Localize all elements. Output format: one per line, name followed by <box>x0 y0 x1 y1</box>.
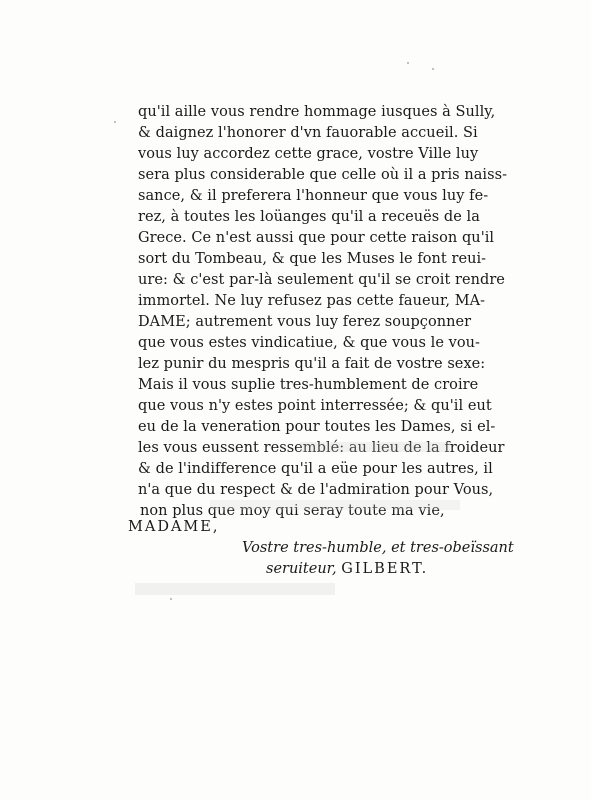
text-line: rez, à toutes les loüanges qu'il a receuës de la <box>138 209 480 225</box>
text-line: n'a que du respect & de l'admiration pour Vous, <box>138 482 494 498</box>
text-line: sera plus considerable que celle où il a pris naiss- <box>138 167 508 183</box>
text-line: non plus que moy qui seray toute ma vie, <box>140 503 445 519</box>
show-through-smudge <box>300 442 450 452</box>
text-line: qu'il aille vous rendre hommage iusques à Sully, <box>138 104 496 120</box>
text-line: vous luy accordez cette grace, vostre Ville luy <box>138 146 479 162</box>
show-through-smudge <box>210 500 460 510</box>
ink-speck <box>170 598 172 600</box>
text-line: que vous estes vindicatiue, & que vous le vou- <box>138 335 480 351</box>
salutation: MADAME, <box>128 519 220 535</box>
text-line: sort du Tombeau, & que les Muses le font reui- <box>138 251 487 267</box>
text-line: DAME; autrement vous luy ferez soupçonner <box>138 314 472 330</box>
text-line: & de l'indifference qu'il a eüe pour les autres, il <box>138 461 493 477</box>
text-line: sance, & il preferera l'honneur que vous luy fe- <box>138 188 489 204</box>
ink-speck <box>114 121 116 123</box>
closing-formula: Vostre tres-humble, et tres-obeïssant <box>242 540 514 556</box>
text-line: & daignez l'honorer d'vn fauorable accueil. Si <box>138 125 478 141</box>
ink-speck <box>432 68 434 70</box>
author-signature: GILBERT. <box>341 561 429 577</box>
closing-signature-line <box>266 561 428 577</box>
ink-speck <box>407 62 409 64</box>
text-line: lez punir du mespris qu'il a fait de vostre sexe: <box>138 356 486 372</box>
text-line: immortel. Ne luy refusez pas cette faueur, MA- <box>138 293 486 309</box>
text-line: Mais il vous suplie tres-humblement de croire <box>138 377 479 393</box>
text-line: que vous n'y estes point interressée; & qu'il eut <box>138 398 492 414</box>
text-line: Grece. Ce n'est aussi que pour cette raison qu'il <box>138 230 495 246</box>
text-line: les vous eussent ressemblé: au lieu de la froideur <box>138 440 505 456</box>
show-through-smudge <box>135 583 335 595</box>
closing-servant: seruiteur, <box>266 561 337 577</box>
text-line: ure: & c'est par-là seulement qu'il se croit rendre <box>138 272 505 288</box>
text-line: eu de la veneration pour toutes les Dames, si el- <box>138 419 496 435</box>
